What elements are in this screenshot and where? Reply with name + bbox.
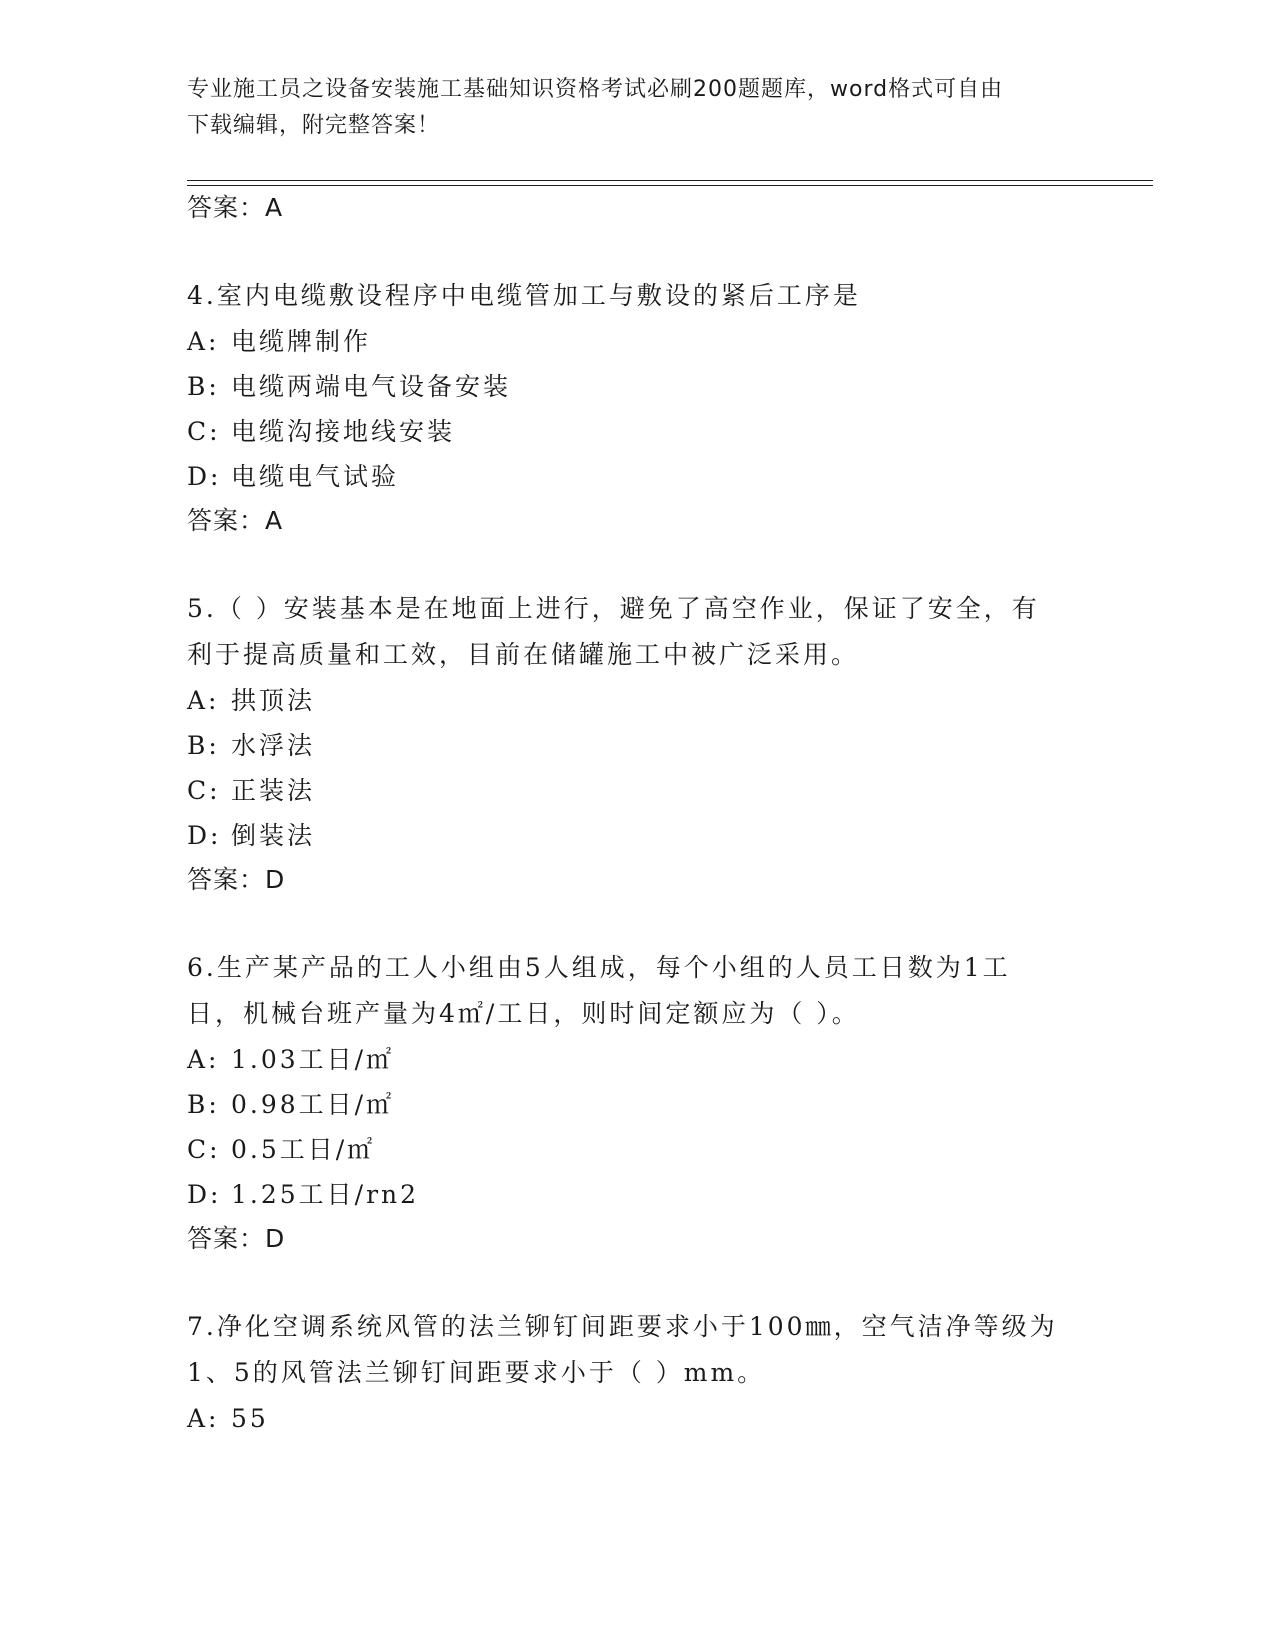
option-text: 电缆电气试验 [231, 462, 400, 491]
option-row [187, 1172, 1087, 1217]
question-text: 1、5的风管法兰铆钉间距要求小于（ ）mm。 [187, 1358, 766, 1387]
option-key: D: [187, 1180, 222, 1209]
option-text: 拱顶法 [231, 686, 316, 715]
option-row [187, 1127, 1087, 1172]
question-list [187, 186, 1087, 1441]
option-key: B: [187, 1090, 220, 1119]
question-text: 5.（ ）安装基本是在地面上进行，避免了高空作业，保证了安全，有 [187, 594, 1040, 623]
option-row [187, 319, 1087, 364]
option-row [187, 454, 1087, 499]
question-text: 7.净化空调系统风管的法兰铆钉间距要求小于100㎜，空气洁净等级为 [187, 1312, 1058, 1341]
option-row [187, 1037, 1087, 1082]
option-key: C: [187, 776, 221, 805]
option-key: B: [187, 731, 220, 760]
question-block [187, 1304, 1087, 1441]
option-text: 0.98工日/㎡ [231, 1090, 395, 1119]
option-row [187, 813, 1087, 858]
header-line-1: 专业施工员之设备安装施工基础知识资格考试必刷200题题库，word格式可自由 [187, 77, 1004, 102]
option-text: 电缆牌制作 [231, 327, 372, 356]
option-text: 电缆沟接地线安装 [231, 417, 456, 446]
question-spacer [187, 230, 1087, 273]
option-text: 倒装法 [231, 821, 316, 850]
question-block [187, 586, 1087, 902]
option-key: B: [187, 372, 220, 401]
answer-line: 答案：A [187, 506, 284, 535]
option-key: C: [187, 1135, 221, 1164]
answer-line: 答案：A [187, 193, 284, 222]
option-text: 1.25工日/rn2 [231, 1180, 420, 1209]
option-text: 0.5工日/㎡ [231, 1135, 376, 1164]
option-key: D: [187, 462, 222, 491]
option-key: A: [187, 327, 220, 356]
question-text: 日，机械台班产量为4㎡/工日，则时间定额应为（ ）。 [187, 999, 860, 1028]
option-row [187, 1396, 1087, 1441]
option-text: 水浮法 [231, 731, 316, 760]
option-key: A: [187, 686, 220, 715]
answer-line: 答案：D [187, 865, 286, 894]
option-key: D: [187, 821, 222, 850]
question-block [187, 945, 1087, 1261]
option-text: 电缆两端电气设备安装 [231, 372, 512, 401]
option-key: A: [187, 1404, 220, 1433]
option-text: 1.03工日/㎡ [231, 1045, 395, 1074]
question-text: 利于提高质量和工效，目前在储罐施工中被广泛采用。 [187, 640, 860, 669]
question-text: 4.室内电缆敷设程序中电缆管加工与敷设的紧后工序是 [187, 281, 861, 310]
option-text: 55 [231, 1404, 269, 1433]
option-row [187, 409, 1087, 454]
option-row [187, 768, 1087, 813]
question-block [187, 273, 1087, 543]
question-spacer [187, 1261, 1087, 1304]
option-text: 正装法 [231, 776, 316, 805]
answer-line: 答案：D [187, 1224, 286, 1253]
question-spacer [187, 543, 1087, 586]
option-key: A: [187, 1045, 220, 1074]
question-spacer [187, 902, 1087, 945]
option-row [187, 723, 1087, 768]
option-key: C: [187, 417, 221, 446]
header-divider-top [187, 180, 1153, 181]
option-row [187, 1082, 1087, 1127]
question-text: 6.生产某产品的工人小组由5人组成，每个小组的人员工日数为1工 [187, 953, 1011, 982]
option-row [187, 364, 1087, 409]
header-line-2: 下载编辑，附完整答案！ [187, 113, 441, 138]
document-header [187, 72, 1087, 144]
option-row [187, 678, 1087, 723]
